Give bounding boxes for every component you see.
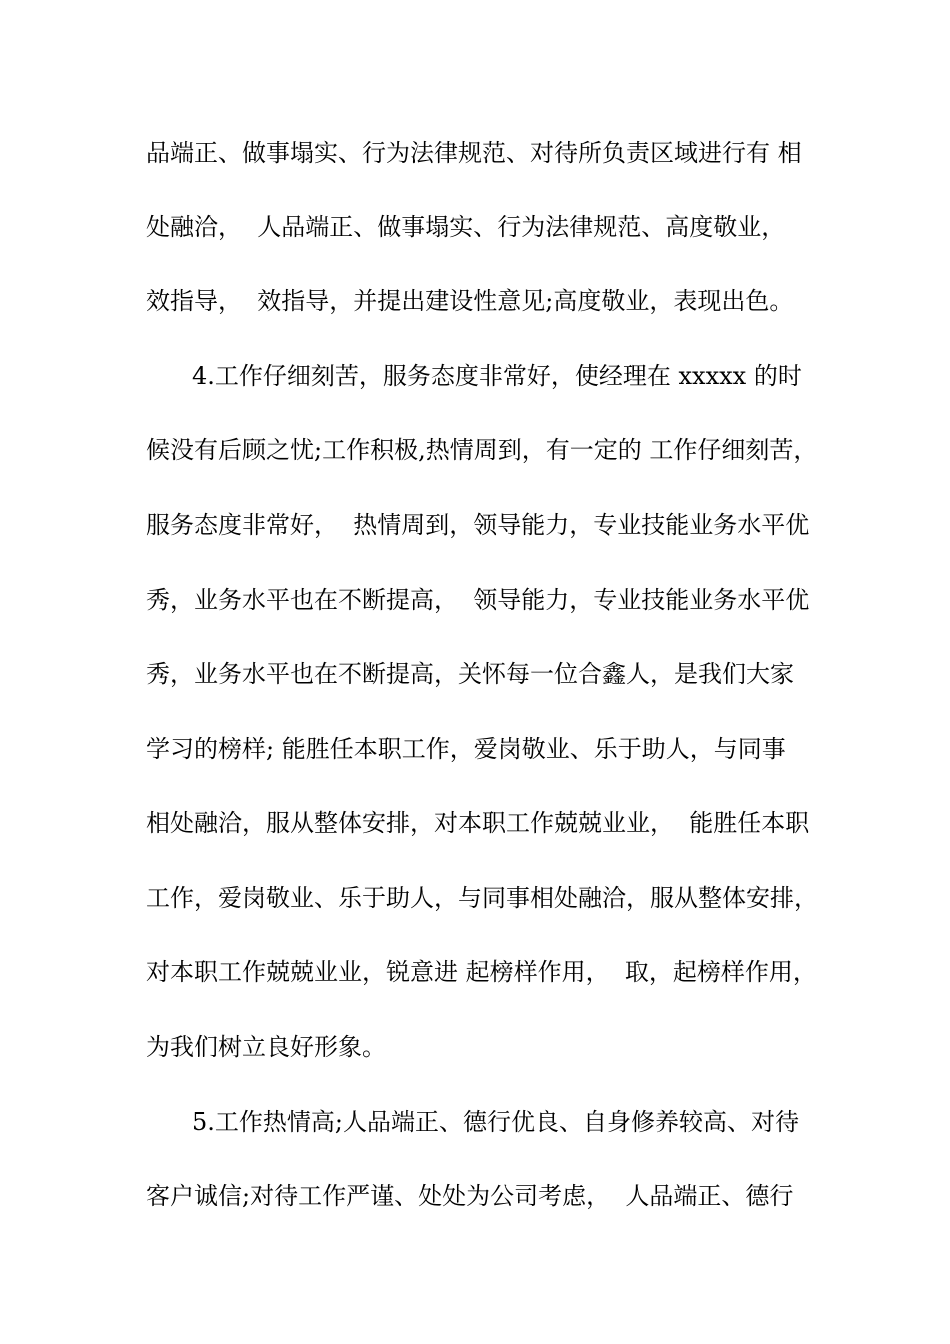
text-line: 对本职工作兢兢业业，锐意进 起榜样作用， 取，起榜样作用， bbox=[146, 958, 817, 986]
text-line: 为我们树立良好形象。 bbox=[146, 1033, 386, 1061]
text-line: 秀，业务水平也在不断提高， 领导能力，专业技能业务水平优 bbox=[146, 586, 810, 614]
text-line: 服务态度非常好， 热情周到，领导能力，专业技能业务水平优 bbox=[146, 511, 810, 539]
text-line: 处融洽， 人品端正、做事塌实、行为法律规范、高度敬业， bbox=[146, 213, 786, 241]
text-line: 客户诚信;对待工作严谨、处处为公司考虑， 人品端正、德行 bbox=[146, 1182, 794, 1210]
text-line: 5.工作热情高;人品端正、德行优良、自身修养较高、对待 bbox=[192, 1108, 799, 1136]
text-line: 4.工作仔细刻苦，服务态度非常好，使经理在 xxxxx 的时 bbox=[192, 362, 802, 390]
text-line: 学习的榜样; 能胜任本职工作，爱岗敬业、乐于助人，与同事 bbox=[146, 735, 786, 763]
text-line: 候没有后顾之忧;工作积极,热情周到，有一定的 工作仔细刻苦， bbox=[146, 436, 818, 464]
text-line: 工作，爱岗敬业、乐于助人，与同事相处融洽，服从整体安排， bbox=[146, 884, 818, 912]
text-line: 相处融洽，服从整体安排，对本职工作兢兢业业， 能胜任本职 bbox=[146, 809, 810, 837]
text-line: 品端正、做事塌实、行为法律规范、对待所负责区域进行有 相 bbox=[146, 139, 802, 167]
text-line: 效指导， 效指导，并提出建设性意见;高度敬业，表现出色。 bbox=[146, 287, 794, 315]
text-line: 秀，业务水平也在不断提高，关怀每一位合鑫人，是我们大家 bbox=[146, 660, 794, 688]
